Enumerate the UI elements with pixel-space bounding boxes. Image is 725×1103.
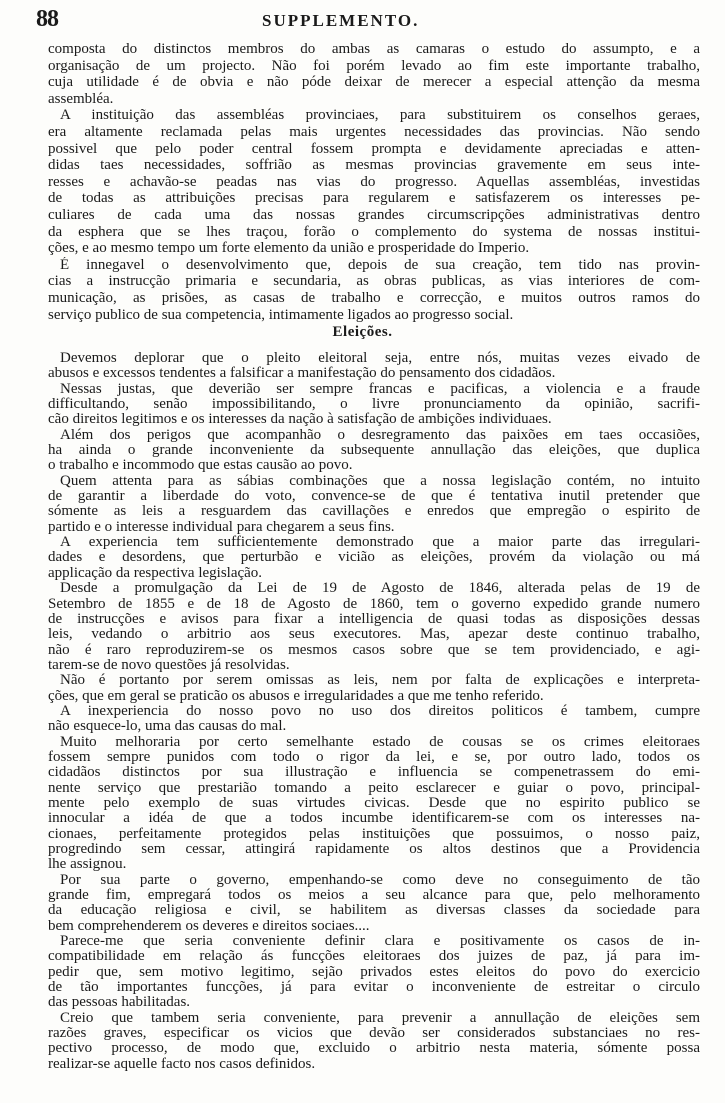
paragraph	[48, 257, 700, 323]
text-line: didas taes necessidades, soffrião as mesmas provincias gravemente em seus inte-	[48, 157, 700, 174]
text-line: resses e achavão-se peadas nas vias do progresso. Aquellas assembléas, investidas	[48, 173, 700, 190]
text-line: progredindo sem cessar, attingirá rapidamente os altos destinos que a Providencia	[48, 842, 700, 857]
text-line: dades e desordens, que perturbão e vicião as eleições, provém da violação ou má	[48, 550, 700, 566]
running-head: SUPPLEMENTO.	[262, 11, 420, 30]
text-line: Devemos deplorar que o pleito eleitoral seja, entre nós, muitas vezes eivado de	[60, 351, 700, 366]
text-line: das pessoas habilitadas.	[48, 995, 191, 1011]
text-line: Nessas justas, que deverião ser sempre francas e pacificas, a violencia e a fraude	[60, 381, 700, 397]
paragraph	[48, 673, 700, 704]
text-line: culiares de cada uma das nossas grandes circumscripções administrativas dentro	[48, 206, 700, 223]
text-line: ha ainda o grande inconveniente da subsequente annullação das eleições, que duplica	[48, 443, 700, 459]
text-line: difficultando, senão impossibilitando, o livre pronunciamento da opinião, sacrifi-	[48, 397, 700, 413]
text-line: não esquece-lo, uma das causas do mal.	[48, 719, 287, 735]
paragraph	[48, 735, 700, 873]
paragraph	[48, 41, 700, 107]
text-line: o trabalho e incommodo que estas causão ao povo.	[48, 458, 353, 474]
text-line: fossem sempre punidos com todo o rigor da lei, e se, por outro lado, todos os	[48, 749, 700, 765]
text-line: era altamente reclamada pelas mais urgentes necessidades das provincias. Não sendo	[48, 123, 700, 140]
paragraph	[48, 474, 700, 535]
text-line: tarem-se de novo questões já resolvidas.	[48, 657, 290, 673]
paragraph	[48, 581, 700, 673]
paragraph	[48, 1011, 700, 1072]
section-heading: Eleições.	[332, 324, 393, 340]
text-line: abusos e excessos tendentes a falsificar a manifestação do pensamento dos cidadãos.	[48, 366, 556, 382]
text-line: pectivo processo, de modo que, excluido o arbitrio nesta materia, sómente possa	[48, 1041, 700, 1057]
text-line: applicação da respectiva legislação.	[48, 565, 263, 581]
text-line: innocular a idéa de que a todos incumbe identificarem-se com os interesses na-	[48, 811, 700, 827]
text-line: Muito melhoraria por certo semelhante estado de cousas se os crimes eleitoraes	[60, 734, 700, 750]
text-line: Setembro de 1855 e de 18 de Agosto de 1860, tem o governo expedido grande numero	[48, 596, 700, 612]
text-line: da educação religiosa e civil, se habilitem as diversas classes da sociedade para	[48, 903, 700, 919]
text-line: Além dos perigos que acompanhão o desregramento das paixões em taes occasiões,	[60, 427, 700, 443]
text-line: leis, vedando o arbitrio aos seus executores. Mas, apezar deste continuo trabalho,	[48, 627, 700, 643]
text-line: da esphera que se lhes traçou, forão o complemento do systema de nossas institui-	[48, 223, 700, 240]
text-line: A instituição das assembléas provinciaes, para substituirem os conselhos geraes,	[60, 107, 700, 124]
text-line: Quem attenta para as sábias combinações que a nossa legislação contém, no intuito	[60, 473, 700, 489]
page-number: 88	[36, 6, 58, 32]
text-line: pedir que, sem motivo legitimo, sejão privados estes eleitos do povo do exercicio	[48, 964, 700, 980]
text-line: mente pelo exemplo de suas virtudes civicas. Desde que no espirito publico se	[48, 795, 700, 811]
text-line: serviço publico de sua competencia, intimamente ligados ao progresso social.	[48, 306, 514, 323]
text-line: ções, e ao mesmo tempo um forte elemento da união e prosperidade do Imperio.	[48, 240, 530, 257]
text-line: cionaes, perfeitamente protegidos pelas instituições que possuimos, o nosso paiz,	[48, 826, 700, 842]
text-line: organisação de um projecto. Não foi porém levado ao fim este importante trabalho,	[48, 57, 700, 74]
text-line: composta do distinctos membros do ambas as camaras o estudo do assumpto, e a	[48, 41, 700, 57]
text-line: de garantir a liberdade do voto, convence-se de que é tentativa inutil pretender que	[48, 489, 700, 505]
text-line: partido e o interesse individual para chegarem a seus fins.	[48, 519, 395, 535]
text-line: A inexperiencia do nosso povo no uso dos direitos politicos é tambem, cumpre	[60, 703, 700, 719]
text-line: É innegavel o desenvolvimento que, depois de sua creação, tem tido nas provin-	[60, 256, 700, 273]
text-line: de todas as attribuições precisas para regularem e satisfazerem os interesses pe-	[48, 190, 700, 207]
paragraph	[48, 428, 700, 474]
text-line: Parece-me que seria conveniente definir clara e positivamente os casos de in-	[60, 934, 700, 950]
text-line: municação, as prisões, as casas de trabalho e correcção, e muitos outros ramos do	[48, 289, 700, 306]
paragraph	[48, 704, 700, 735]
paragraph	[48, 934, 700, 1011]
paragraph	[48, 351, 700, 382]
text-line: A experiencia tem sufficientemente demonstrado que a maior parte das irregulari-	[60, 535, 700, 551]
text-line: sómente as leis a resguardem das cavillações e enredos que empregão o espirito de	[48, 504, 700, 520]
text-line: realizar-se aquelle facto nos casos definidos.	[48, 1056, 316, 1072]
text-line: cuja utilidade é de obvia e não póde deixar de merecer a especial attenção da mesma	[48, 74, 700, 91]
paragraph	[48, 873, 700, 934]
section-text-elections	[48, 351, 700, 1072]
text-line: nente serviço que prestarião tomando a peito esclarecer e guiar o povo, principal-	[48, 780, 700, 796]
text-line: Creio que tambem seria conveniente, para prevenir a annullação de eleições sem	[60, 1010, 700, 1026]
text-line: assembléa.	[48, 90, 114, 107]
text-line: grande fim, empregará todos os meios a seu alcance para que, pelo melhoramento	[48, 888, 700, 904]
text-line: cias a instrucção primaria e secundaria, as obras publicas, as vias interiores de com-	[48, 273, 700, 290]
paragraph	[48, 382, 700, 428]
text-line: de instrucções e avisos para fixar a intelligencia de quasi todas as disposições dessas	[48, 611, 700, 627]
text-line: compatibilidade em relação ás funcções eleitoraes dos juizes de paz, já para im-	[48, 949, 700, 965]
text-line: possivel que pelo poder central fossem prompta e devidamente apreciadas e atten-	[48, 140, 700, 157]
text-line: Por sua parte o governo, empenhando-se como deve no conseguimento de tão	[60, 872, 700, 888]
paragraph	[48, 107, 700, 256]
text-line: Não é portanto por serem omissas as leis, nem por falta de explicações e interpreta-	[60, 673, 700, 689]
text-line: não é raro reproduzirem-se os mesmos casos sobre que se tem providenciado, e agi-	[48, 642, 700, 658]
text-line: Desde a promulgação da Lei de 19 de Agosto de 1846, alterada pelas de 19 de	[60, 581, 700, 597]
text-line: ções, que em geral se praticão os abusos e irregularidades a que me tenho referido.	[48, 688, 544, 704]
text-line: razões graves, especificar os vicios que devão ser considerados substanciaes no res-	[48, 1026, 700, 1042]
text-line: cidadãos distinctos por sua illustração e influencia se compenetrassem do emi-	[48, 765, 700, 781]
text-line: lhe assignou.	[48, 857, 127, 873]
section-text-intro	[48, 41, 700, 323]
text-line: bem comprehenderem os deveres e direitos sociaes....	[48, 918, 370, 934]
paragraph	[48, 535, 700, 581]
text-line: cão direitos legitimos e os interesses da nação à satisfação de ambições individuaes.	[48, 412, 552, 428]
text-line: de tão importantes funcções, já para evitar o inconveniente de estreitar o circulo	[48, 980, 700, 996]
